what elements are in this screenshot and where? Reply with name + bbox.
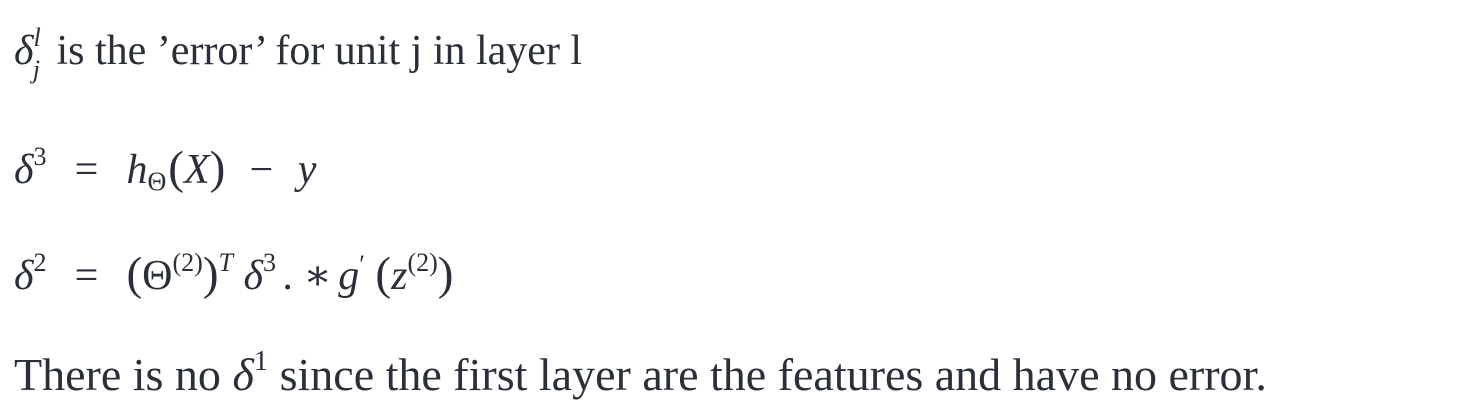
eq2-transpose: T	[218, 248, 234, 277]
delta-1-superscript: 1	[253, 346, 269, 377]
eq2-delta-symbol: δ	[14, 253, 34, 299]
eq1-h: h	[126, 147, 148, 193]
eq2-g: g	[338, 253, 360, 299]
delta-symbol: δ	[14, 28, 34, 74]
delta-subscript: j	[32, 55, 40, 84]
explanation-text-before: There is no	[14, 349, 221, 400]
eq2-delta-superscript: 2	[33, 248, 47, 277]
eq1-y: y	[297, 147, 317, 193]
eq2-g-prime: ′	[359, 250, 365, 279]
delta-1-symbol: δ	[232, 349, 254, 400]
eq1-h-subscript: Θ	[147, 167, 167, 196]
eq2-equals: =	[74, 253, 99, 299]
equation-delta-3	[14, 142, 317, 196]
eq2-z-superscript: (2)	[407, 248, 438, 277]
eq2-close-paren-2: )	[437, 248, 454, 300]
eq1-delta-symbol: δ	[14, 147, 34, 193]
eq2-close-paren: )	[202, 248, 219, 300]
equation-delta-2	[14, 248, 454, 300]
definition-text: is the ’error’ for unit j in layer l	[56, 28, 583, 74]
eq2-z: z	[391, 253, 408, 299]
eq2-delta-3-superscript: 3	[263, 248, 277, 277]
eq2-open-paren: (	[126, 248, 143, 300]
delta-superscript: l	[33, 23, 41, 52]
eq1-delta-superscript: 3	[33, 142, 47, 171]
eq2-dot-star: . ∗	[282, 253, 332, 299]
eq2-open-paren-2: (	[375, 248, 392, 300]
eq1-minus: −	[249, 147, 274, 193]
eq1-close-paren: )	[209, 142, 226, 194]
definition-line	[14, 23, 583, 84]
explanation-line	[14, 346, 1267, 400]
eq2-delta-3: δ	[243, 253, 264, 299]
eq1-open-paren: (	[168, 142, 184, 194]
eq2-theta: Θ	[142, 253, 173, 299]
eq2-theta-superscript: (2)	[172, 248, 203, 277]
eq1-equals: =	[74, 147, 99, 193]
eq1-x: X	[183, 147, 210, 193]
explanation-text-after: since the first layer are the features and have no error.	[279, 349, 1267, 400]
